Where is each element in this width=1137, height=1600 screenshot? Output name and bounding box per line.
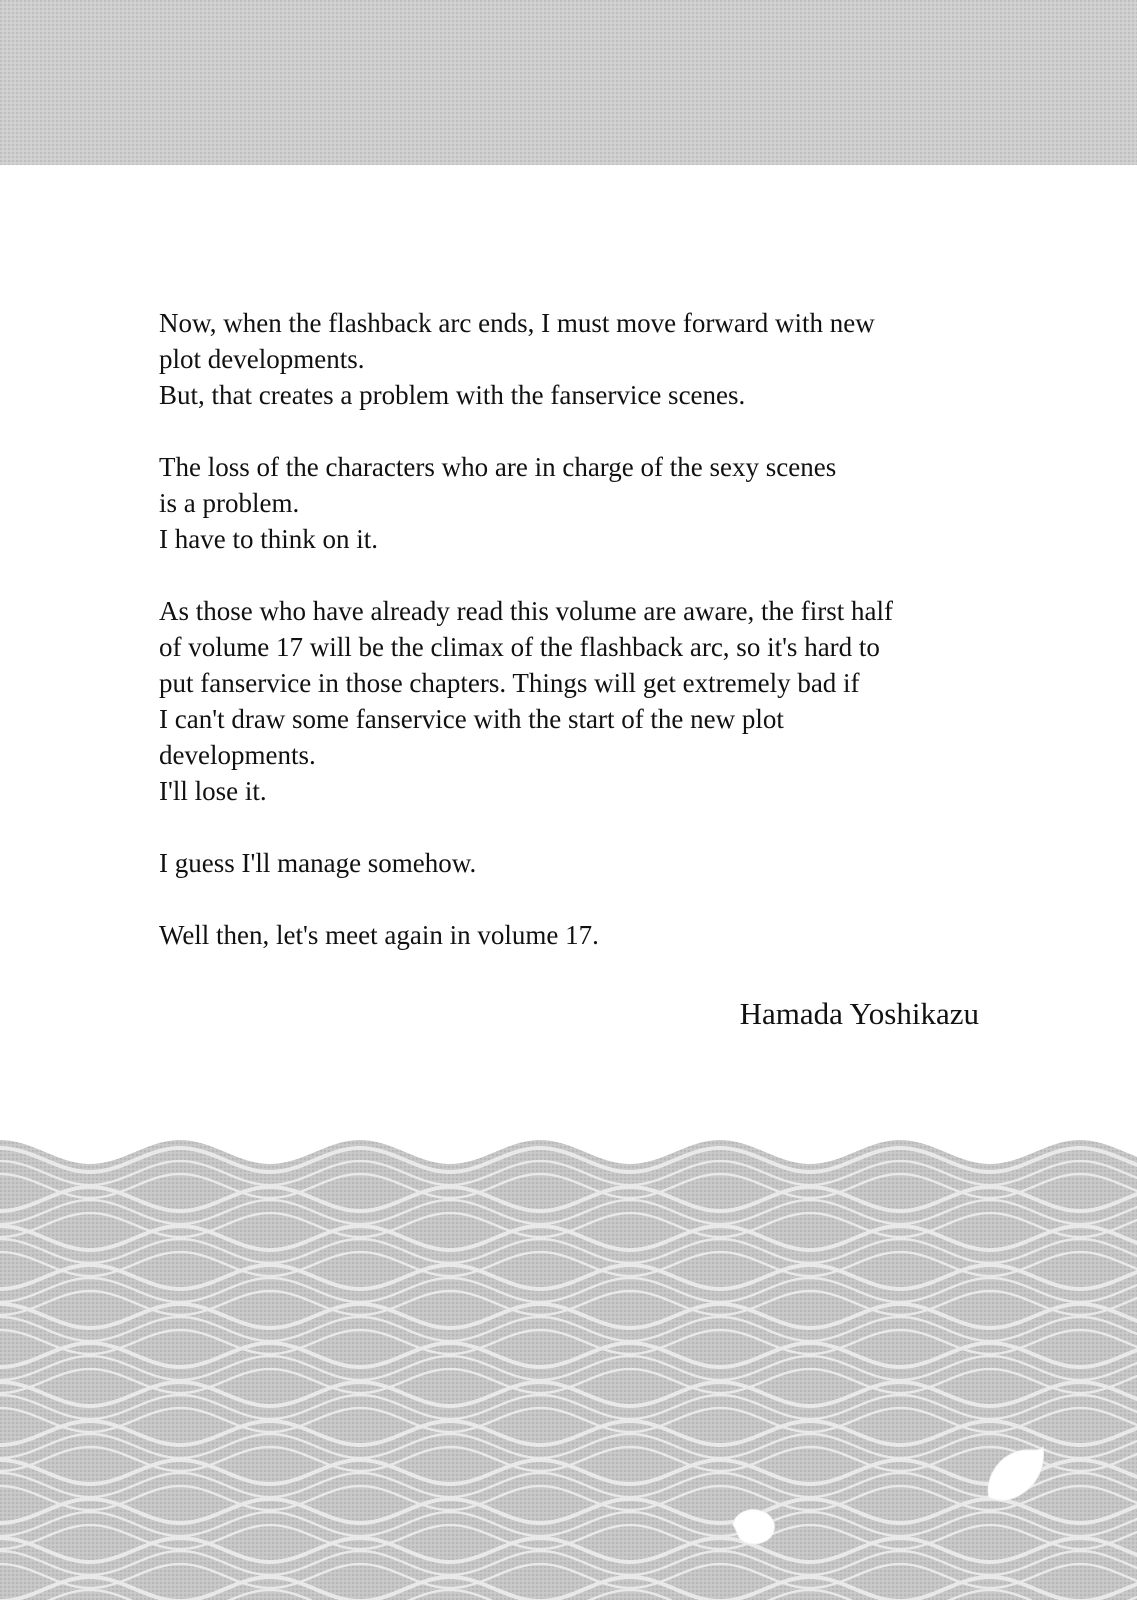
text-line: But, that creates a problem with the fanservice scenes. [159, 380, 746, 410]
text-line: I have to think on it. [159, 524, 378, 554]
text-line: As those who have already read this volume are aware, the first half [159, 596, 893, 626]
text-line: plot developments. [159, 344, 365, 374]
afterword-text [159, 305, 989, 953]
paragraph [159, 449, 989, 557]
text-line: Now, when the flashback arc ends, I must move forward with new [159, 308, 875, 338]
paragraph [159, 845, 989, 881]
text-line: put fanservice in those chapters. Things will get extremely bad if [159, 668, 860, 698]
petal-icon [729, 1505, 779, 1547]
text-line: is a problem. [159, 488, 300, 518]
text-line: I can't draw some fanservice with the start of the new plot [159, 704, 784, 734]
petal-icon [983, 1445, 1047, 1505]
top-screentone-band [0, 0, 1137, 165]
paragraph [159, 917, 989, 953]
paragraph [159, 305, 989, 413]
text-line: I'll lose it. [159, 776, 267, 806]
text-line: Well then, let's meet again in volume 17. [159, 920, 599, 950]
text-line: developments. [159, 740, 316, 770]
seigaiha-wave-pattern [0, 1130, 1137, 1600]
text-line: I guess I'll manage somehow. [159, 848, 477, 878]
text-line: The loss of the characters who are in charge of the sexy scenes [159, 452, 837, 482]
paragraph [159, 593, 989, 809]
text-line: of volume 17 will be the climax of the flashback arc, so it's hard to [159, 632, 880, 662]
author-signature: Hamada Yoshikazu [739, 996, 979, 1031]
